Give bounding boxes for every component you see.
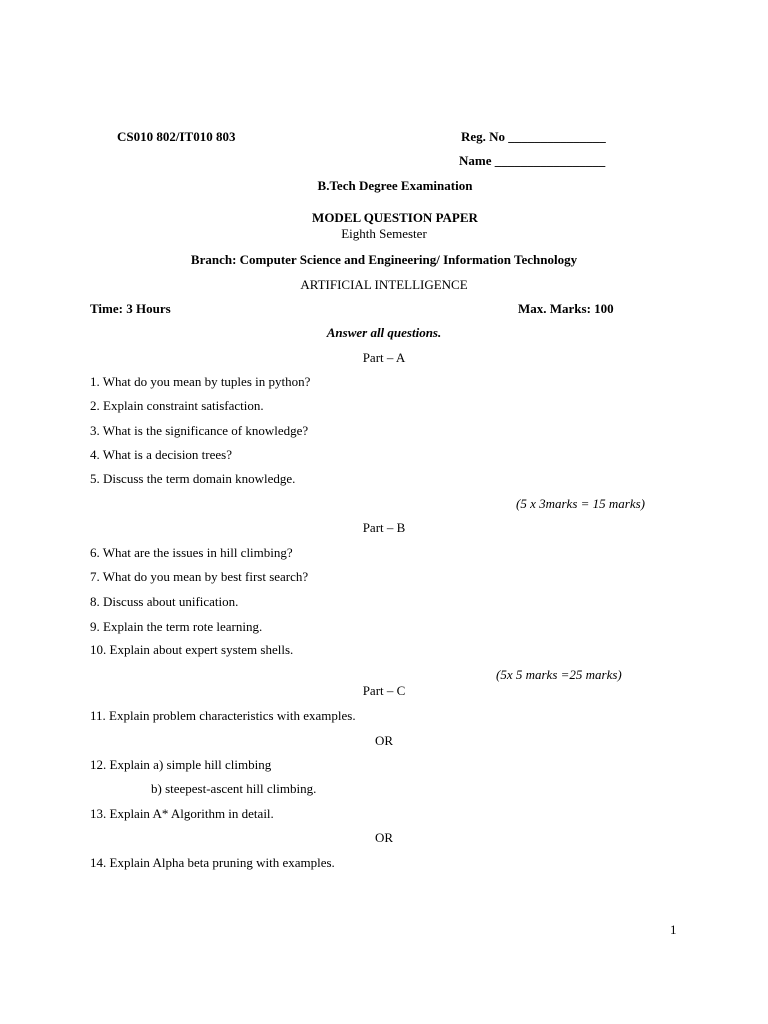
instruction: Answer all questions. [326,325,442,340]
page-number: 1 [670,922,677,937]
question-11: 11. Explain problem characteristics with examples. [90,708,356,723]
question-1: 1. What do you mean by tuples in python? [90,374,311,389]
question-3: 3. What is the significance of knowledge? [90,423,309,438]
question-9: 9. Explain the term rote learning. [90,619,263,634]
question-12a: 12. Explain a) simple hill climbing [90,757,272,772]
question-13: 13. Explain A* Algorithm in detail. [90,806,274,821]
exam-title: B.Tech Degree Examination [317,178,473,193]
part-a-marks: (5 x 3marks = 15 marks) [516,496,646,511]
or-separator-1: OR [374,733,394,748]
part-b-marks: (5x 5 marks =25 marks) [496,667,622,682]
reg-no-field: Reg. No _______________ [461,129,606,144]
time-allowed: Time: 3 Hours [90,301,171,316]
part-c-title: Part – C [362,683,406,698]
question-10: 10. Explain about expert system shells. [90,642,294,657]
branch: Branch: Computer Science and Engineering/ Information Technology [190,252,578,267]
part-a-title: Part – A [362,350,406,365]
name-field: Name _________________ [459,153,606,168]
question-5: 5. Discuss the term domain knowledge. [90,471,296,486]
question-7: 7. What do you mean by best first search? [90,569,309,584]
question-2: 2. Explain constraint satisfaction. [90,398,264,413]
max-marks: Max. Marks: 100 [518,301,614,316]
part-b-title: Part – B [362,520,406,535]
or-separator-2: OR [374,830,394,845]
question-6: 6. What are the issues in hill climbing? [90,545,293,560]
question-4: 4. What is a decision trees? [90,447,232,462]
question-14: 14. Explain Alpha beta pruning with examples. [90,855,335,870]
subject-title: ARTIFICIAL INTELLIGENCE [300,277,468,292]
question-8: 8. Discuss about unification. [90,594,239,609]
course-code: CS010 802/IT010 803 [117,129,236,144]
paper-type: MODEL QUESTION PAPER [312,210,478,225]
question-12b: b) steepest-ascent hill climbing. [151,781,317,796]
semester: Eighth Semester [341,226,427,241]
